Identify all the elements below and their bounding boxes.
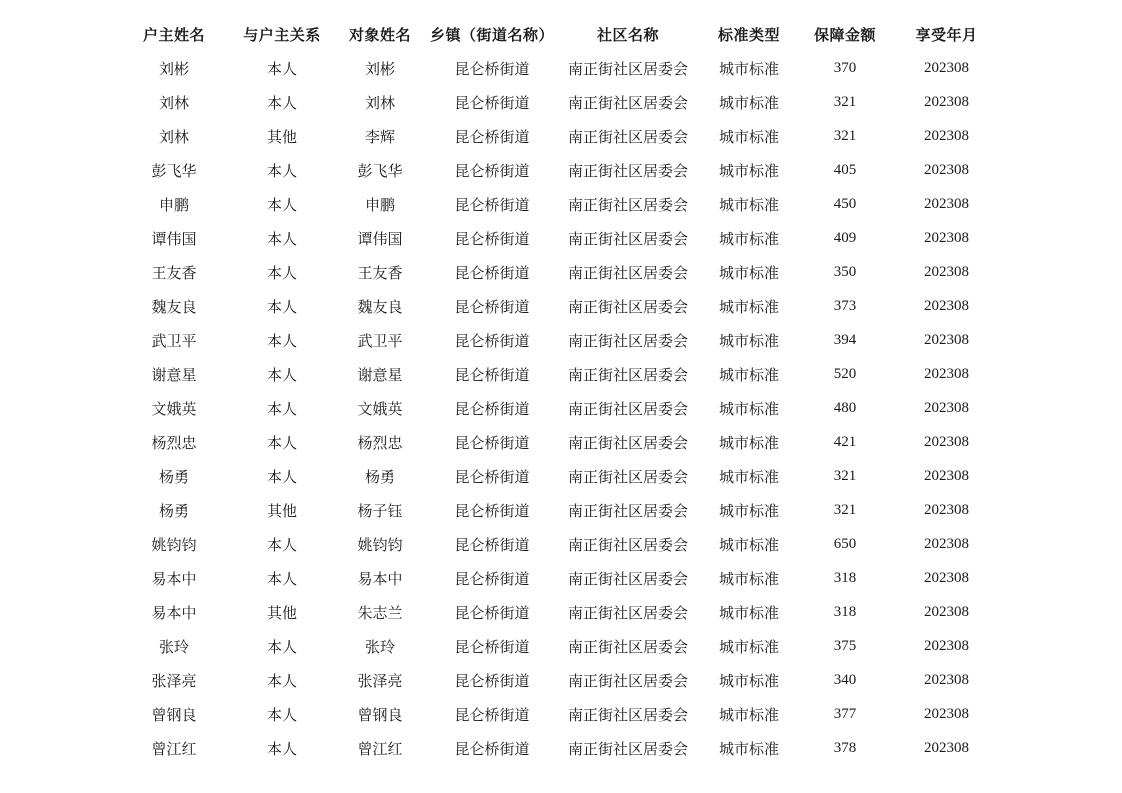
cell-town: 昆仑桥街道 [454, 263, 530, 282]
cell-recipient-name: 彭飞华 [357, 161, 403, 180]
cell-recipient-name: 魏友良 [357, 297, 403, 316]
cell-period: 202308 [924, 93, 969, 110]
table-row [118, 255, 1003, 289]
cell-community: 南正街社区居委会 [567, 671, 688, 690]
cell-recipient-name: 谭伟国 [357, 229, 403, 248]
cell-relation: 本人 [266, 365, 297, 384]
cell-town: 昆仑桥街道 [454, 433, 530, 452]
cell-community: 南正街社区居委会 [567, 161, 688, 180]
cell-period: 202308 [924, 637, 969, 654]
cell-standard-type: 城市标准 [718, 569, 779, 588]
cell-period: 202308 [924, 399, 969, 416]
cell-recipient-name: 曾江红 [357, 739, 403, 758]
cell-recipient-name: 李辉 [364, 127, 395, 146]
cell-standard-type: 城市标准 [718, 331, 779, 350]
cell-relation: 本人 [266, 297, 297, 316]
cell-period: 202308 [924, 467, 969, 484]
cell-amount: 480 [833, 399, 857, 416]
cell-town: 昆仑桥街道 [454, 501, 530, 520]
cell-recipient-name: 刘林 [364, 93, 395, 112]
cell-standard-type: 城市标准 [718, 535, 779, 554]
table-row [118, 697, 1003, 731]
cell-town: 昆仑桥街道 [454, 671, 530, 690]
cell-standard-type: 城市标准 [718, 705, 779, 724]
cell-town: 昆仑桥街道 [454, 195, 530, 214]
table-row [118, 289, 1003, 323]
cell-community: 南正街社区居委会 [567, 433, 688, 452]
cell-community: 南正街社区居委会 [567, 365, 688, 384]
cell-community: 南正街社区居委会 [567, 59, 688, 78]
cell-relation: 其他 [266, 501, 297, 520]
cell-standard-type: 城市标准 [718, 263, 779, 282]
cell-town: 昆仑桥街道 [454, 705, 530, 724]
cell-amount: 350 [833, 263, 857, 280]
cell-standard-type: 城市标准 [718, 195, 779, 214]
table-row [118, 493, 1003, 527]
cell-amount: 373 [833, 297, 857, 314]
header-row [118, 17, 1003, 51]
cell-recipient-name: 杨勇 [364, 467, 395, 486]
header-relation: 与户主关系 [243, 25, 321, 44]
cell-householder-name: 刘林 [158, 127, 189, 146]
cell-community: 南正街社区居委会 [567, 263, 688, 282]
cell-relation: 本人 [266, 671, 297, 690]
table-row [118, 595, 1003, 629]
cell-amount: 340 [833, 671, 857, 688]
cell-relation: 其他 [266, 127, 297, 146]
table-row [118, 459, 1003, 493]
cell-amount: 520 [833, 365, 857, 382]
cell-community: 南正街社区居委会 [567, 467, 688, 486]
cell-period: 202308 [924, 331, 969, 348]
cell-town: 昆仑桥街道 [454, 229, 530, 248]
header-standard-type: 标准类型 [717, 25, 780, 44]
cell-relation: 本人 [266, 93, 297, 112]
cell-householder-name: 易本中 [151, 603, 197, 622]
cell-householder-name: 杨勇 [158, 501, 189, 520]
cell-householder-name: 曾江红 [151, 739, 197, 758]
cell-standard-type: 城市标准 [718, 467, 779, 486]
cell-recipient-name: 谢意星 [357, 365, 403, 384]
cell-town: 昆仑桥街道 [454, 331, 530, 350]
cell-period: 202308 [924, 535, 969, 552]
cell-community: 南正街社区居委会 [567, 569, 688, 588]
cell-standard-type: 城市标准 [718, 739, 779, 758]
subsidy-table [118, 17, 1003, 765]
cell-relation: 本人 [266, 467, 297, 486]
cell-relation: 本人 [266, 263, 297, 282]
cell-relation: 本人 [266, 229, 297, 248]
table-row [118, 51, 1003, 85]
cell-relation: 本人 [266, 637, 297, 656]
cell-householder-name: 武卫平 [151, 331, 197, 350]
cell-standard-type: 城市标准 [718, 127, 779, 146]
cell-community: 南正街社区居委会 [567, 705, 688, 724]
table-row [118, 153, 1003, 187]
cell-relation: 本人 [266, 399, 297, 418]
cell-recipient-name: 易本中 [357, 569, 403, 588]
cell-householder-name: 谭伟国 [151, 229, 197, 248]
table-row [118, 561, 1003, 595]
cell-householder-name: 彭飞华 [151, 161, 197, 180]
cell-town: 昆仑桥街道 [454, 739, 530, 758]
cell-town: 昆仑桥街道 [454, 535, 530, 554]
cell-period: 202308 [924, 59, 969, 76]
cell-town: 昆仑桥街道 [454, 399, 530, 418]
cell-period: 202308 [924, 297, 969, 314]
cell-recipient-name: 文娥英 [357, 399, 403, 418]
table-row [118, 731, 1003, 765]
cell-amount: 318 [833, 603, 857, 620]
header-amount: 保障金额 [813, 25, 876, 44]
header-community: 社区名称 [596, 25, 659, 44]
cell-householder-name: 张玲 [158, 637, 189, 656]
document-sheet [118, 17, 1003, 765]
cell-recipient-name: 申鹏 [364, 195, 395, 214]
header-householder-name: 户主姓名 [142, 25, 205, 44]
cell-period: 202308 [924, 127, 969, 144]
cell-community: 南正街社区居委会 [567, 331, 688, 350]
cell-amount: 375 [833, 637, 857, 654]
cell-relation: 本人 [266, 535, 297, 554]
cell-amount: 321 [833, 93, 857, 110]
table-row [118, 527, 1003, 561]
cell-standard-type: 城市标准 [718, 433, 779, 452]
cell-period: 202308 [924, 195, 969, 212]
cell-period: 202308 [924, 569, 969, 586]
cell-relation: 其他 [266, 603, 297, 622]
cell-community: 南正街社区居委会 [567, 603, 688, 622]
cell-householder-name: 王友香 [151, 263, 197, 282]
cell-community: 南正街社区居委会 [567, 739, 688, 758]
cell-recipient-name: 杨子钰 [357, 501, 403, 520]
cell-standard-type: 城市标准 [718, 637, 779, 656]
cell-householder-name: 姚钧钧 [151, 535, 197, 554]
cell-town: 昆仑桥街道 [454, 59, 530, 78]
cell-householder-name: 刘彬 [158, 59, 189, 78]
cell-recipient-name: 曾钢良 [357, 705, 403, 724]
cell-amount: 321 [833, 501, 857, 518]
cell-recipient-name: 张玲 [364, 637, 395, 656]
cell-community: 南正街社区居委会 [567, 127, 688, 146]
cell-householder-name: 曾钢良 [151, 705, 197, 724]
cell-period: 202308 [924, 705, 969, 722]
cell-period: 202308 [924, 671, 969, 688]
cell-recipient-name: 姚钧钧 [357, 535, 403, 554]
cell-standard-type: 城市标准 [718, 297, 779, 316]
cell-standard-type: 城市标准 [718, 365, 779, 384]
cell-period: 202308 [924, 603, 969, 620]
cell-amount: 377 [833, 705, 857, 722]
cell-town: 昆仑桥街道 [454, 93, 530, 112]
cell-community: 南正街社区居委会 [567, 399, 688, 418]
cell-amount: 405 [833, 161, 857, 178]
cell-amount: 378 [833, 739, 857, 756]
cell-amount: 409 [833, 229, 857, 246]
cell-community: 南正街社区居委会 [567, 637, 688, 656]
cell-community: 南正街社区居委会 [567, 535, 688, 554]
cell-town: 昆仑桥街道 [454, 569, 530, 588]
cell-standard-type: 城市标准 [718, 399, 779, 418]
cell-town: 昆仑桥街道 [454, 161, 530, 180]
cell-community: 南正街社区居委会 [567, 297, 688, 316]
cell-amount: 421 [833, 433, 857, 450]
cell-standard-type: 城市标准 [718, 501, 779, 520]
cell-recipient-name: 王友香 [357, 263, 403, 282]
cell-householder-name: 刘林 [158, 93, 189, 112]
cell-relation: 本人 [266, 331, 297, 350]
cell-householder-name: 魏友良 [151, 297, 197, 316]
cell-period: 202308 [924, 161, 969, 178]
cell-period: 202308 [924, 229, 969, 246]
cell-standard-type: 城市标准 [718, 603, 779, 622]
cell-town: 昆仑桥街道 [454, 603, 530, 622]
cell-amount: 370 [833, 59, 857, 76]
cell-recipient-name: 朱志兰 [357, 603, 403, 622]
table-row [118, 187, 1003, 221]
cell-town: 昆仑桥街道 [454, 127, 530, 146]
cell-relation: 本人 [266, 433, 297, 452]
cell-standard-type: 城市标准 [718, 671, 779, 690]
cell-amount: 318 [833, 569, 857, 586]
cell-householder-name: 易本中 [151, 569, 197, 588]
cell-town: 昆仑桥街道 [454, 637, 530, 656]
cell-recipient-name: 刘彬 [364, 59, 395, 78]
table-row [118, 425, 1003, 459]
cell-householder-name: 文娥英 [151, 399, 197, 418]
header-period: 享受年月 [915, 25, 978, 44]
header-town: 乡镇（街道名称） [429, 25, 554, 44]
cell-standard-type: 城市标准 [718, 59, 779, 78]
cell-standard-type: 城市标准 [718, 161, 779, 180]
cell-amount: 321 [833, 467, 857, 484]
table-row [118, 323, 1003, 357]
cell-town: 昆仑桥街道 [454, 297, 530, 316]
cell-recipient-name: 张泽亮 [357, 671, 403, 690]
cell-community: 南正街社区居委会 [567, 501, 688, 520]
cell-standard-type: 城市标准 [718, 229, 779, 248]
cell-amount: 650 [833, 535, 857, 552]
table-row [118, 119, 1003, 153]
cell-householder-name: 杨勇 [158, 467, 189, 486]
table-row [118, 357, 1003, 391]
cell-period: 202308 [924, 263, 969, 280]
cell-community: 南正街社区居委会 [567, 229, 688, 248]
header-recipient-name: 对象姓名 [348, 25, 411, 44]
cell-householder-name: 杨烈忠 [151, 433, 197, 452]
cell-recipient-name: 武卫平 [357, 331, 403, 350]
table-row [118, 391, 1003, 425]
cell-town: 昆仑桥街道 [454, 365, 530, 384]
cell-recipient-name: 杨烈忠 [357, 433, 403, 452]
cell-amount: 394 [833, 331, 857, 348]
cell-relation: 本人 [266, 569, 297, 588]
cell-standard-type: 城市标准 [718, 93, 779, 112]
cell-period: 202308 [924, 365, 969, 382]
cell-relation: 本人 [266, 705, 297, 724]
table-body [118, 51, 1003, 765]
cell-relation: 本人 [266, 195, 297, 214]
cell-relation: 本人 [266, 161, 297, 180]
table-row [118, 221, 1003, 255]
cell-relation: 本人 [266, 739, 297, 758]
cell-community: 南正街社区居委会 [567, 195, 688, 214]
cell-relation: 本人 [266, 59, 297, 78]
cell-town: 昆仑桥街道 [454, 467, 530, 486]
cell-householder-name: 张泽亮 [151, 671, 197, 690]
cell-amount: 321 [833, 127, 857, 144]
cell-period: 202308 [924, 433, 969, 450]
cell-community: 南正街社区居委会 [567, 93, 688, 112]
cell-period: 202308 [924, 739, 969, 756]
cell-period: 202308 [924, 501, 969, 518]
table-row [118, 629, 1003, 663]
cell-amount: 450 [833, 195, 857, 212]
cell-householder-name: 谢意星 [151, 365, 197, 384]
table-row [118, 85, 1003, 119]
table-row [118, 663, 1003, 697]
cell-householder-name: 申鹏 [158, 195, 189, 214]
